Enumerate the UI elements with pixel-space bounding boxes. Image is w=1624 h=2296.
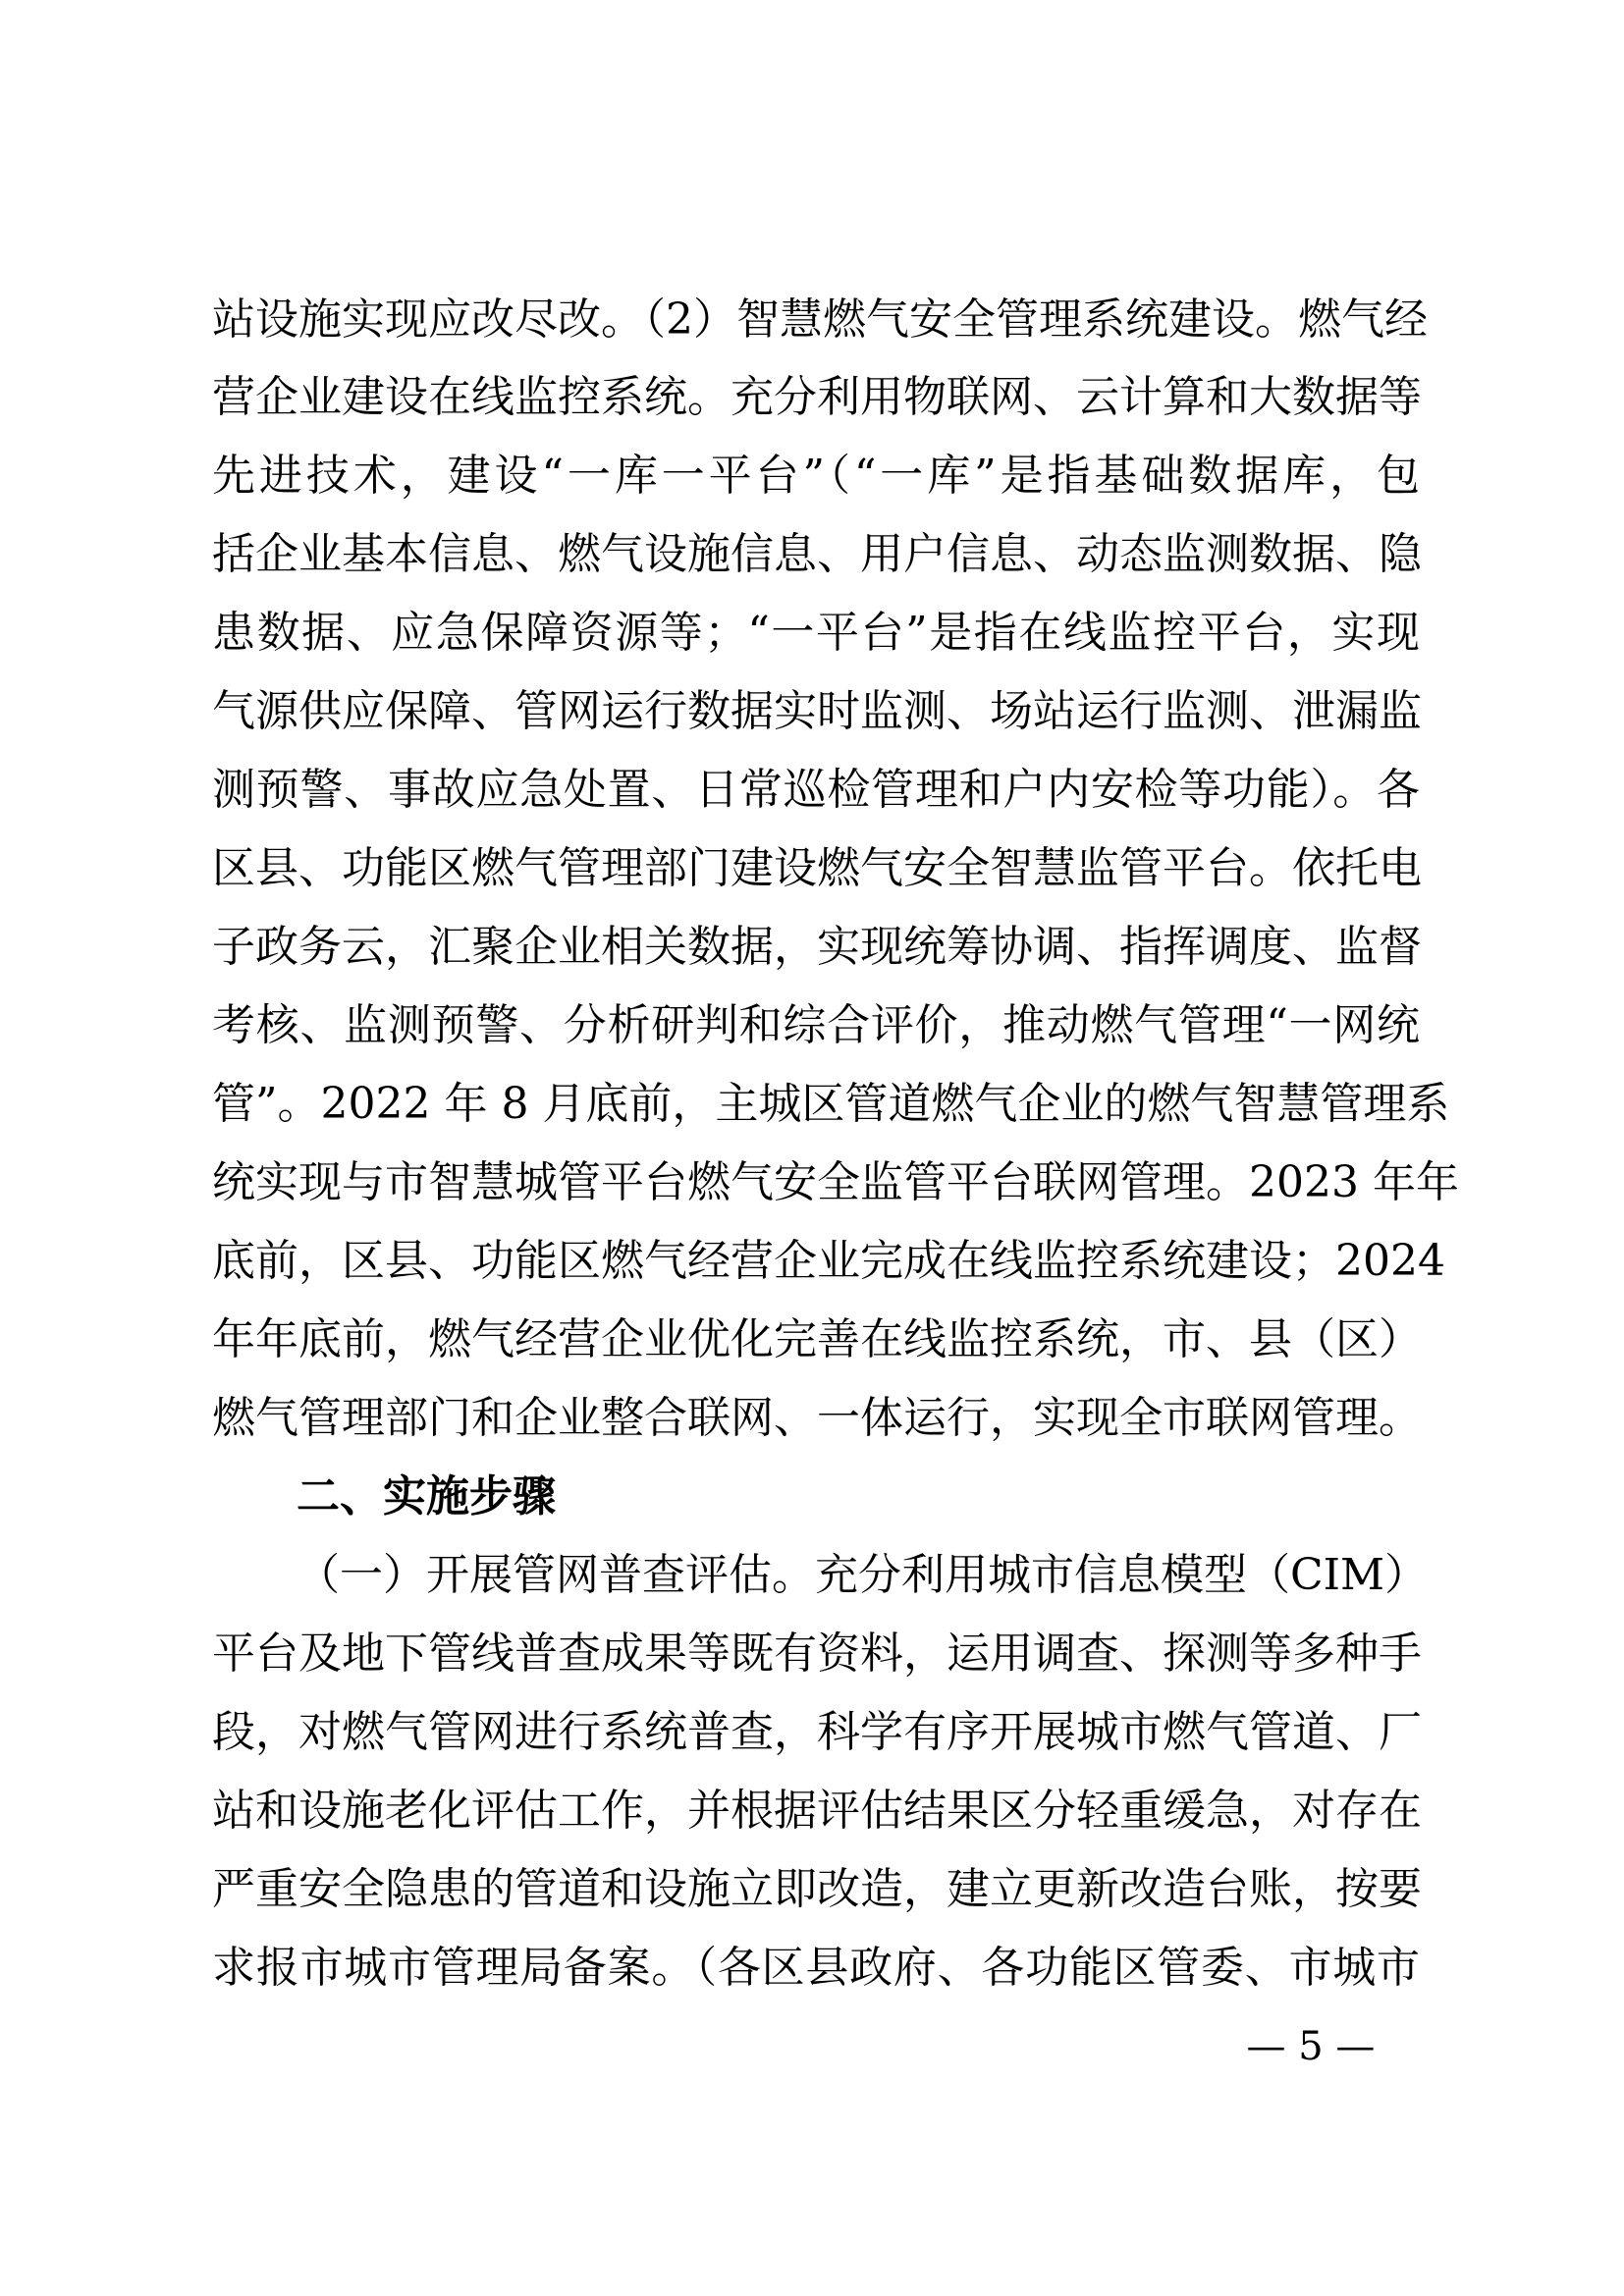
page-number: — 5 — xyxy=(1246,2024,1376,2069)
paragraph-1-line-8: 区县、功能区燃气管理部门建设燃气安全智慧监管平台。依托电 xyxy=(212,843,1422,893)
paragraph-2-line-3: 段，对燃气管网进行系统普查，科学有序开展城市燃气管道、厂 xyxy=(212,1707,1422,1757)
paragraph-2-line-6: 求报市城市管理局备案。（各区县政府、各功能区管委、市城市 xyxy=(212,1943,1420,1993)
paragraph-2-line-2: 平台及地下管线普查成果等既有资料，运用调查、探测等多种手 xyxy=(212,1629,1422,1679)
paragraph-1-line-7: 测预警、事故应急处置、日常巡检管理和户内安检等功能）。各 xyxy=(212,765,1420,815)
paragraph-2-line-5: 严重安全隐患的管道和设施立即改造，建立更新改造台账，按要 xyxy=(212,1864,1422,1914)
paragraph-1-line-5: 患数据、应急保障资源等；“一平台”是指在线监控平台，实现 xyxy=(212,608,1420,658)
paragraph-1-line-4: 括企业基本信息、燃气设施信息、用户信息、动态监测数据、隐 xyxy=(212,529,1422,579)
section-heading-implementation-steps: 二、实施步骤 xyxy=(297,1471,556,1522)
paragraph-2-line-1: （一）开展管网普查评估。充分利用城市信息模型（CIM） xyxy=(297,1550,1429,1600)
paragraph-1-line-6: 气源供应保障、管网运行数据实时监测、场站运行监测、泄漏监 xyxy=(212,686,1422,736)
paragraph-1-line-3: 先进技术，建设“一库一平台”（“一库”是指基础数据库，包 xyxy=(212,451,1420,501)
paragraph-1-line-1: 站设施实现应改尽改。（2）智慧燃气安全管理系统建设。燃气经 xyxy=(212,294,1428,345)
paragraph-1-line-15: 燃气管理部门和企业整合联网、一体运行，实现全市联网管理。 xyxy=(212,1393,1422,1443)
paragraph-1-line-9: 子政务云，汇聚企业相关数据，实现统筹协调、指挥调度、监督 xyxy=(212,922,1422,972)
paragraph-1-line-10: 考核、监测预警、分析研判和综合评价，推动燃气管理“一网统 xyxy=(212,1000,1420,1050)
paragraph-2-line-4: 站和设施老化评估工作，并根据评估结果区分轻重缓急，对存在 xyxy=(212,1786,1422,1836)
paragraph-1-line-2: 营企业建设在线监控系统。充分利用物联网、云计算和大数据等 xyxy=(212,372,1422,422)
paragraph-1-line-14: 年年底前，燃气经营企业优化完善在线监控系统，市、县（区） xyxy=(212,1314,1422,1364)
paragraph-1-line-13: 底前，区县、功能区燃气经营企业完成在线监控系统建设；2024 xyxy=(212,1236,1445,1286)
paragraph-1-line-12: 统实现与市智慧城管平台燃气安全监管平台联网管理。2023 年年 xyxy=(212,1157,1459,1207)
paragraph-1-line-11: 管”。2022 年 8 月底前，主城区管道燃气企业的燃气智慧管理系 xyxy=(212,1079,1450,1129)
